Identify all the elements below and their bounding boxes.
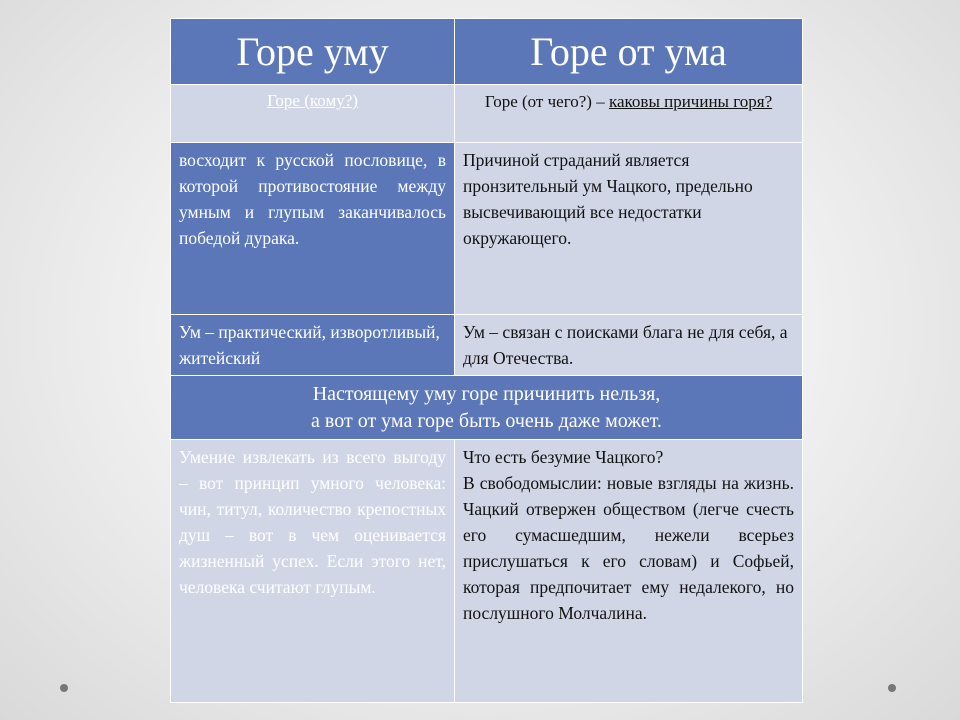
row2-right-cell: Ум – связан с поисками блага не для себя, а для Отечества.	[455, 315, 803, 376]
subheader-right-prefix: Горе (от чего?) –	[484, 92, 609, 111]
row3-right-cell	[455, 440, 803, 703]
slide-bullet-decoration-left	[60, 684, 68, 692]
banner-line-1: Настоящему уму горе причинить нельзя,	[312, 382, 661, 405]
row3-right-question: Что есть безумие Чацкого?	[463, 447, 664, 467]
banner-row	[171, 376, 803, 440]
row1-left-cell: восходит к русской пословице, в которой противостояние между умным и глупым заканчивалось победой дурака.	[171, 143, 455, 315]
header-row	[171, 19, 803, 85]
row-2	[171, 315, 803, 376]
subheader-right	[455, 85, 803, 143]
subheader-right-underlined: каковы причины горя?	[608, 92, 773, 111]
subheader-left	[171, 85, 455, 143]
row2-left-cell: Ум – практический, изворотливый, житейский	[171, 315, 455, 376]
subheader-row	[171, 85, 803, 143]
banner-cell	[171, 376, 803, 440]
header-right: Горе от ума	[455, 19, 803, 85]
banner-line-2: а вот от ума горе быть очень даже может.	[311, 409, 662, 432]
subheader-left-text: Горе (кому?)	[267, 91, 358, 110]
row-1	[171, 143, 803, 315]
slide-bullet-decoration-right	[888, 684, 896, 692]
row3-right-body: В свободомыслии: новые взгляды на жизнь. Чацкий отвержен обществом (легче счесть его сумасшедшим, нежели всерьез прислушаться к его словам) и Софьей, которая предпочитает ему недалекого, но послушного Молчалина.	[463, 473, 794, 623]
row3-left-cell: Умение извлекать из всего выгоду – вот принцип умного человека: чин, титул, количество крепостных душ – вот в чем оценивается жизненный успех. Если этого нет, человека считают глупым.	[171, 440, 455, 703]
row-3	[171, 440, 803, 703]
header-left: Горе уму	[171, 19, 455, 85]
comparison-table	[170, 18, 803, 703]
row1-right-cell: Причиной страданий является пронзительный ум Чацкого, предельно высвечивающий все недостатки окружающего.	[455, 143, 803, 315]
